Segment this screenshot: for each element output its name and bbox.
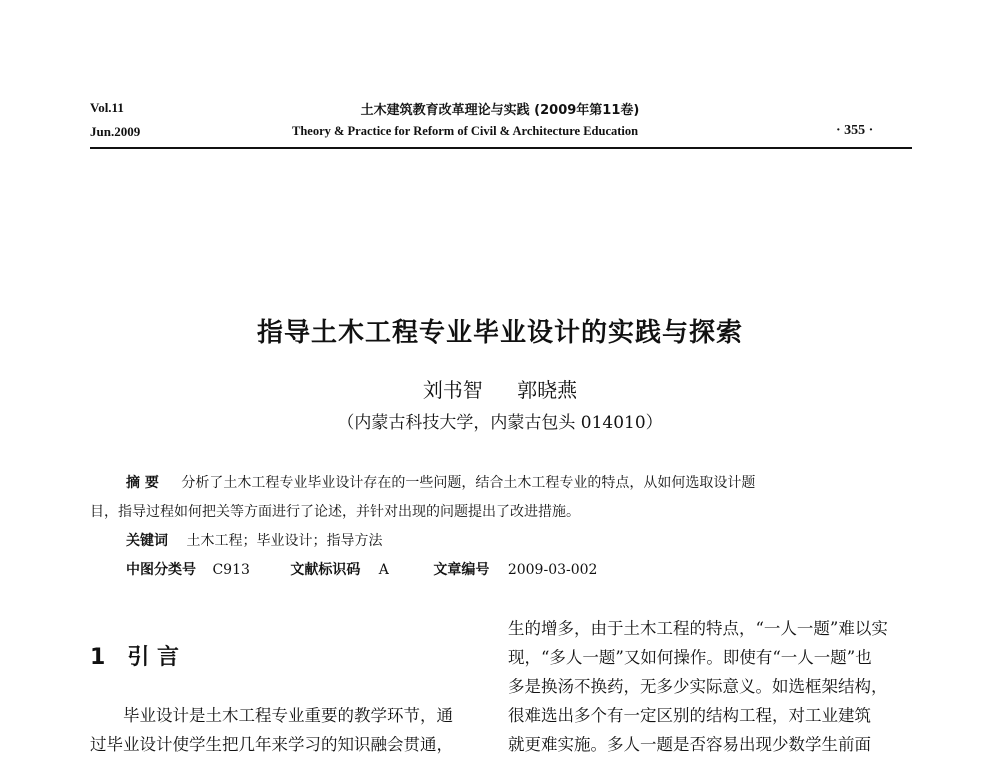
body-line-left: 毕业设计是土木工程专业重要的教学环节，通 — [123, 706, 453, 725]
page-number: · 355 · — [836, 123, 874, 138]
date-label: Jun.2009 — [90, 124, 141, 139]
clc-label: 中图分类号 — [126, 562, 196, 578]
keywords-label: 关键词 — [126, 533, 168, 549]
section-title: 引 言 — [127, 645, 179, 670]
abstract-label: 摘 要 — [126, 475, 159, 491]
body-line-left: 过毕业设计使学生把几年来学习的知识融会贯通， — [90, 735, 453, 754]
doc-code-label: 文献标识码 — [290, 562, 361, 578]
keywords-text: 土木工程；毕业设计；指导方法 — [186, 533, 383, 549]
body-line-right: 生的增多，由于土木工程的特点，“一人一题”难以实 — [508, 619, 888, 638]
author-name: 刘书智 — [422, 378, 483, 402]
article-no-label: 文章编号 — [433, 562, 490, 578]
abstract-text-2: 目，指导过程如何把关等方面进行了论述，并针对出现的问题提出了改进措施。 — [90, 504, 580, 520]
doc-code-value: A — [378, 562, 389, 578]
abstract-text-1: 分析了土木工程专业毕业设计存在的一些问题，结合土木工程专业的特点，从如何选取设计题 — [181, 475, 756, 491]
body-line-right: 很难选出多个有一定区别的结构工程，对工业建筑 — [508, 706, 871, 725]
clc-value: C913 — [212, 562, 250, 578]
section-number: 1 — [90, 645, 106, 670]
section-heading — [90, 640, 179, 671]
classification-line — [126, 559, 597, 579]
author-name: 郭晓燕 — [517, 378, 578, 402]
header-rule — [90, 147, 912, 149]
article-no-value: 2009-03-002 — [507, 562, 598, 578]
journal-title-en: Theory & Practice for Reform of Civil & Architecture Education — [292, 124, 639, 138]
affiliation: （内蒙古科技大学，内蒙古包头 014010） — [337, 413, 663, 433]
author-list — [0, 374, 1000, 403]
volume-label: Vol.11 — [90, 100, 124, 115]
body-line-right: 多是换汤不换药，无多少实际意义。如选框架结构， — [508, 677, 888, 696]
abstract-line-1 — [126, 472, 755, 492]
journal-title-cn: 土木建筑教育改革理论与实践 (2009年第11卷) — [360, 103, 640, 118]
keywords-line — [126, 530, 382, 550]
body-line-right: 就更难实施。多人一题是否容易出现少数学生前面 — [508, 735, 871, 754]
article-title: 指导土木工程专业毕业设计的实践与探索 — [256, 318, 743, 348]
body-line-right: 现，“多人一题”又如何操作。即使有“一人一题”也 — [508, 648, 872, 667]
